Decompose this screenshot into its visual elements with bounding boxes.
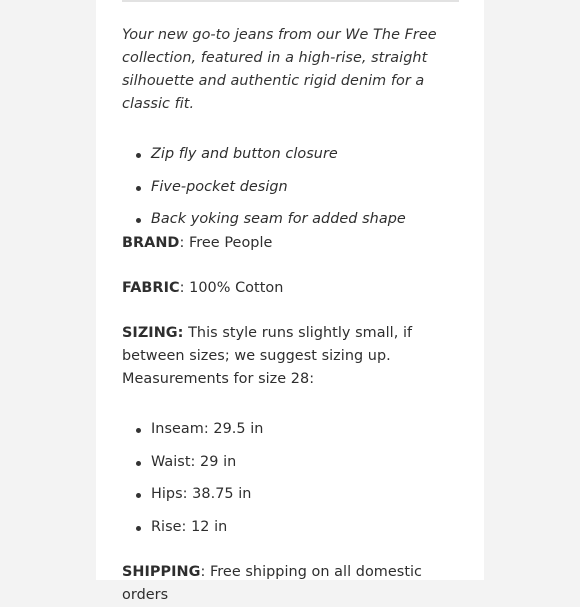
feature-item: Zip fly and button closure [151,143,468,176]
fabric-value: : 100% Cotton [179,280,284,297]
feature-list [122,143,468,231]
sizing-row [122,322,468,391]
measurement-item: Rise: 12 in [151,516,468,549]
sizing-label: SIZING: [122,325,184,342]
fabric-label: FABRIC [122,280,180,297]
measurement-item: Hips: 38.75 in [151,483,468,516]
measurement-list [122,418,468,548]
sizing-value: This style runs slightly small, if between sizes; we suggest sizing up. [122,325,413,365]
shipping-value: : Free shipping on all domestic orders [122,563,423,603]
brand-label: BRAND [122,235,180,252]
feature-item: Five-pocket design [151,176,468,209]
measurement-item: Inseam: 29.5 in [151,418,468,451]
measurements-title: Measurements for size 28: [122,371,315,388]
shipping-row [122,561,468,607]
measurement-item: Waist: 29 in [151,451,468,484]
product-description-panel [96,0,484,603]
shipping-label: SHIPPING [122,563,201,580]
description-intro: Your new go-to jeans from our We The Free collection, featured in a high-rise, straight silhouette and authentic rigid denim for a classic fit. [122,27,437,112]
section-divider [122,0,459,2]
brand-row [122,232,468,255]
product-details [122,24,468,607]
fabric-row [122,277,468,300]
brand-value: : Free People [179,235,273,252]
feature-item: Back yoking seam for added shape [151,208,468,231]
